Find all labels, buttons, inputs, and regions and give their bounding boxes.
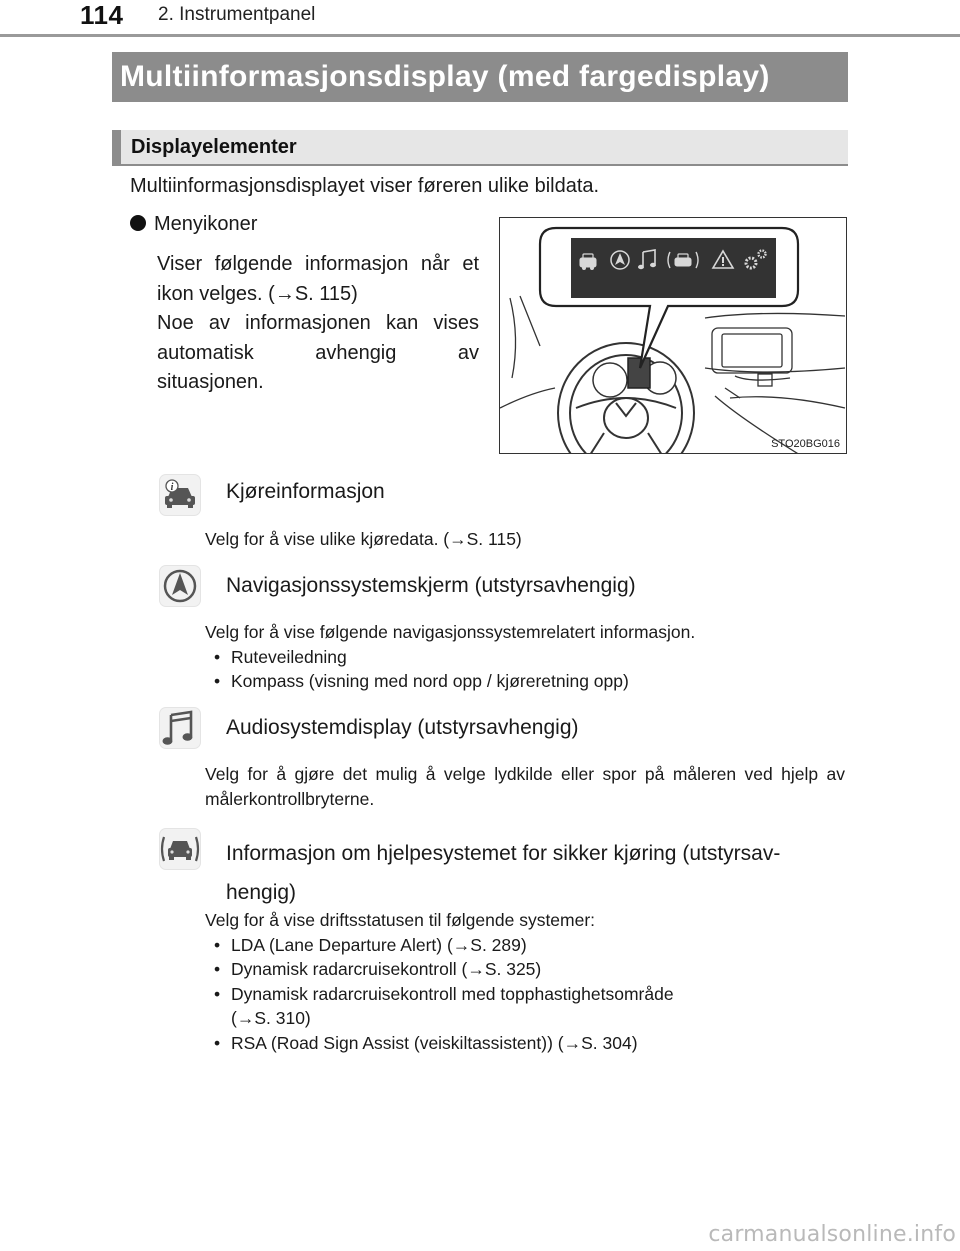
item-title-line-1: Informasjon om hjelpesystemet for sikker kjøring (utstyrsav- — [226, 842, 781, 865]
car-info-icon — [158, 473, 202, 517]
item-title-navigation: Navigasjonssystemskjerm (utstyrsavhengig) — [226, 574, 636, 597]
menu-label: Menyikoner — [154, 213, 258, 235]
item-title-safety — [226, 834, 846, 912]
page-number: 114 — [80, 0, 124, 30]
item-title-drive-info: Kjøreinformasjon — [226, 480, 385, 503]
header-divider — [0, 34, 960, 37]
item-text-safety — [205, 908, 845, 1055]
bullet-dot-icon — [130, 215, 146, 231]
list-item: • Dynamisk radarcruisekontroll med topphastighetsområde — [205, 982, 845, 1007]
illustration-code: STO20BG016 — [771, 438, 840, 450]
car-safety-icon — [158, 827, 202, 871]
menu-description — [157, 250, 479, 398]
intro-text: Multiinformasjonsdisplayet viser føreren ulike bildata. — [130, 175, 600, 197]
dashboard-drawing — [500, 218, 847, 454]
menu-desc-1: Viser følgende informasjon når et ikon velges. (→S. 115) — [157, 253, 479, 305]
list-item: • Ruteveiledning — [205, 645, 845, 670]
item-text-navigation — [205, 620, 845, 694]
item-text-audio — [205, 762, 845, 811]
dashboard-illustration — [499, 217, 847, 454]
item-text-drive-info — [205, 527, 845, 552]
item-title-audio: Audiosystemdisplay (utstyrsavhengig) — [226, 716, 579, 739]
menu-bullet — [130, 213, 257, 236]
list-item: • Kompass (visning med nord opp / kjøreretning opp) — [205, 669, 845, 694]
page-title: Multiinformasjonsdisplay (med fargedisplay) — [112, 52, 848, 102]
list-item: • LDA (Lane Departure Alert) (→S. 289) — [205, 933, 845, 958]
list-item: • RSA (Road Sign Assist (veiskiltassistent)) (→S. 304) — [205, 1031, 845, 1056]
item-desc: Velg for å gjøre det mulig å velge lydkilde eller spor på måleren ved hjelp av målerkontrollbryterne. — [205, 764, 845, 809]
navigation-icon — [158, 564, 202, 608]
list-item: • Dynamisk radarcruisekontroll (→S. 325) — [205, 957, 845, 982]
music-note-icon — [158, 706, 202, 750]
item-desc: Velg for å vise følgende navigasjonssystemrelatert informasjon. — [205, 622, 696, 642]
item-desc: Velg for å vise driftsstatusen til følgende systemer: — [205, 910, 596, 930]
watermark: carmanualsonline.info — [708, 1222, 956, 1247]
item-title-line-2: hengig) — [226, 881, 297, 904]
menu-desc-2: Noe av informasjonen kan vises automatisk avhengig av situasjonen. — [157, 312, 479, 393]
svg-text:i: i — [170, 482, 174, 493]
list-item-continuation: (→S. 310) — [231, 1008, 311, 1028]
section-heading: Displayelementer — [112, 130, 848, 166]
item-desc: Velg for å vise ulike kjøredata. (→S. 115) — [205, 529, 522, 549]
chapter-title: 2. Instrumentpanel — [158, 4, 316, 25]
